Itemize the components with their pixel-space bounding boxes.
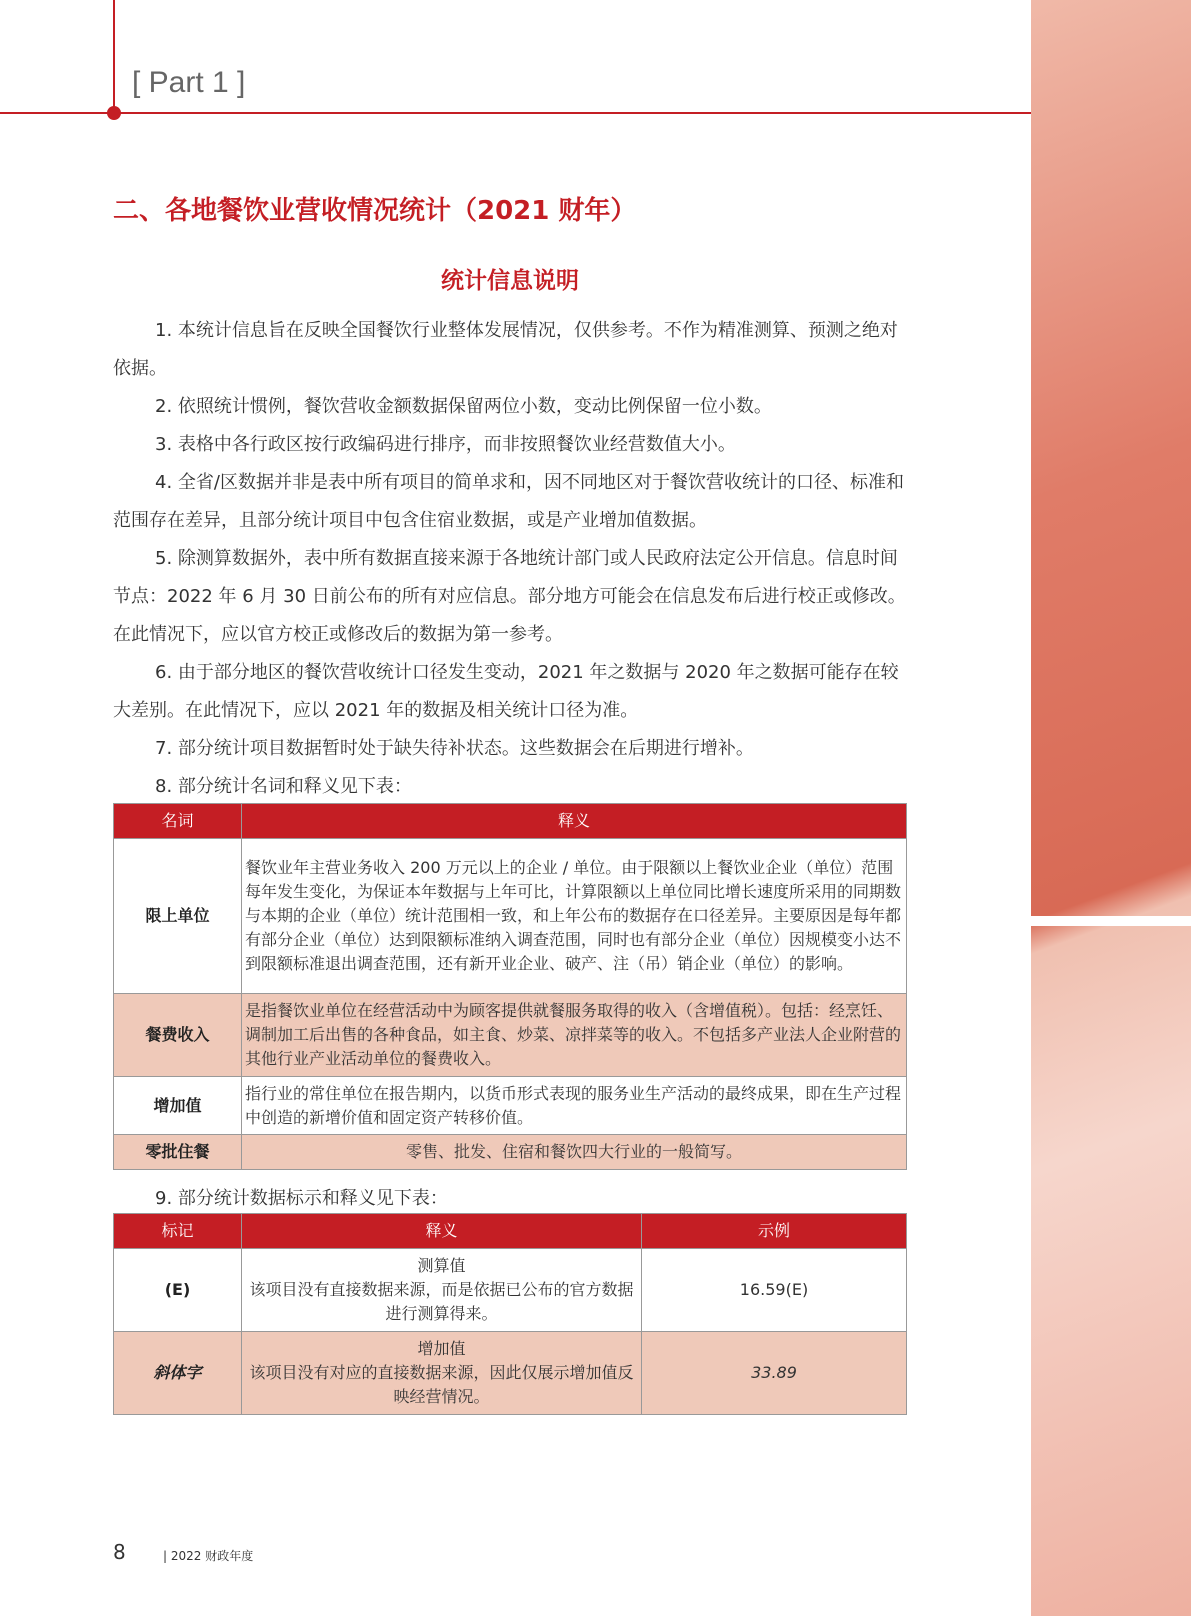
mark-def: 该项目没有对应的直接数据来源，因此仅展示增加值反映经营情况。	[249, 1363, 634, 1406]
mark-def: 该项目没有直接数据来源，而是依据已公布的官方数据进行测算得来。	[249, 1280, 634, 1323]
terms-table	[113, 803, 907, 1170]
note-1: 1. 本统计信息旨在反映全国餐饮行业整体发展情况，仅供参考。不作为精准测算、预测之绝对依据。	[113, 320, 898, 379]
header-rule	[0, 112, 1031, 114]
table-row: 零批住餐 零售、批发、住宿和餐饮四大行业的一般简写。	[114, 1135, 907, 1170]
note-9: 9. 部分统计数据标示和释义见下表：	[155, 1188, 448, 1209]
marks-table	[113, 1213, 907, 1415]
note-5: 5. 除测算数据外，表中所有数据直接来源于各地统计部门或人民政府法定公开信息。信息时间节点：2022 年 6 月 30 日前公布的所有对应信息。部分地方可能会在信息发布后进行校正或修改。在此情况下，应以官方校正或修改后的数据为第一参考。	[113, 548, 906, 645]
footer-text: | 2022 财政年度	[163, 1549, 254, 1563]
note-8: 8. 部分统计名词和释义见下表：	[155, 776, 412, 797]
col-example: 示例	[642, 1214, 907, 1249]
col-mark: 标记	[114, 1214, 242, 1249]
table-row: 斜体字 增加值 该项目没有对应的直接数据来源，因此仅展示增加值反映经营情况。 33.89	[114, 1332, 907, 1415]
section-subtitle: 统计信息说明	[441, 268, 579, 294]
note-3: 3. 表格中各行政区按行政编码进行排序，而非按照餐饮业经营数值大小。	[155, 434, 736, 455]
section-title: 二、各地餐饮业营收情况统计（2021 财年）	[113, 196, 637, 226]
note-6: 6. 由于部分地区的餐饮营收统计口径发生变动，2021 年之数据与 2020 年之数据可能存在较大差别。在此情况下，应以 2021 年的数据及相关统计口径为准。	[113, 662, 899, 721]
part-label: [ Part 1 ]	[132, 66, 246, 99]
table-row: 增加值 指行业的常住单位在报告期内，以货币形式表现的服务业生产活动的最终成果，即在生产过程中创造的新增价值和固定资产转移价值。	[114, 1077, 907, 1135]
col-def: 释义	[242, 804, 907, 839]
note-7: 7. 部分统计项目数据暂时处于缺失待补状态。这些数据会在后期进行增补。	[155, 738, 754, 759]
table-row: 餐费收入 是指餐饮业单位在经营活动中为顾客提供就餐服务取得的收入（含增值税）。包括：经烹饪、调制加工后出售的各种食品，如主食、炒菜、凉拌菜等的收入。不包括多产业法人企业附营的其他行业产业活动单位的餐费收入。	[114, 994, 907, 1077]
note-2: 2. 依照统计惯例，餐饮营收金额数据保留两位小数，变动比例保留一位小数。	[155, 396, 772, 417]
col-term: 名词	[114, 804, 242, 839]
mark-title: 增加值	[417, 1339, 466, 1358]
decorative-photo-strip	[1031, 0, 1191, 1616]
table-row: 限上单位 餐饮业年主营业务收入 200 万元以上的企业 / 单位。由于限额以上餐饮业企业（单位）范围每年发生变化，为保证本年数据与上年可比，计算限额以上单位同比增长速度所采用的同期数与本期的企业（单位）统计范围相一致，和上年公布的数据存在口径差异。主要原因是每年都有部分企业（单位）达到限额标准纳入调查范围，同时也有部分企业（单位）因规模变小达不到限额标准退出调查范围，还有新开业企业、破产、注（吊）销企业（单位）的影响。	[114, 839, 907, 994]
page-number: 8	[113, 1540, 126, 1564]
table-row: (E) 测算值 该项目没有直接数据来源，而是依据已公布的官方数据进行测算得来。 16.59(E)	[114, 1249, 907, 1332]
notes	[113, 312, 907, 806]
header-vertical-rule	[113, 0, 115, 113]
col-def: 释义	[242, 1214, 642, 1249]
note-4: 4. 全省/区数据并非是表中所有项目的简单求和，因不同地区对于餐饮营收统计的口径、标准和范围存在差异，且部分统计项目中包含住宿业数据，或是产业增加值数据。	[113, 472, 904, 531]
mark-title: 测算值	[417, 1256, 466, 1275]
header-dot	[107, 106, 121, 120]
